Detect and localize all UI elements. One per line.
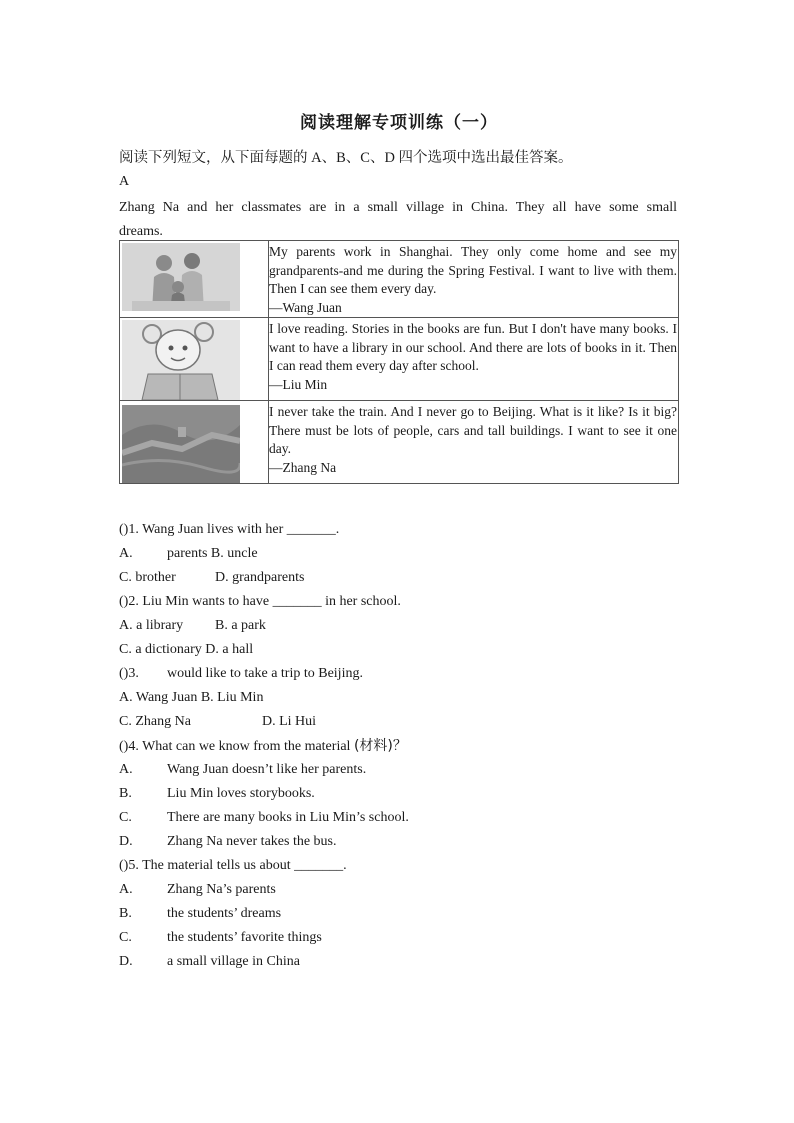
intro-paragraph: Zhang Na and her classmates are in a small village in China. They all have some small dreams.	[119, 200, 677, 239]
option-row	[119, 782, 679, 806]
option-text: Zhang Na never takes the bus.	[167, 834, 337, 849]
option-text: Zhang Na’s parents	[167, 882, 276, 897]
passage-author: —Zhang Na	[269, 459, 337, 475]
passage-text: I love reading. Stories in the books are fun. But I don't have many books. I want to have a library in our school. And there are lots of books in it. Then I can read them every day after school.	[269, 321, 677, 373]
option-letter: B.	[119, 906, 132, 921]
question-text: would like to take a trip to Beijing.	[167, 666, 363, 681]
option-letter: A.	[119, 546, 133, 561]
page-title: 阅读理解专项训练（一）	[300, 113, 498, 132]
options-line	[119, 566, 679, 590]
option-row	[119, 902, 679, 926]
passage-cell	[269, 318, 679, 401]
option-text: A. a library	[119, 618, 184, 633]
options-line	[119, 710, 679, 734]
family-photo	[122, 243, 240, 311]
option-text: Wang Juan doesn’t like her parents.	[167, 762, 367, 777]
option-row	[119, 830, 679, 854]
table-row	[120, 401, 679, 484]
passage-author: —Liu Min	[269, 376, 328, 392]
option-text: the students’ favorite things	[167, 930, 322, 945]
option-row	[119, 926, 679, 950]
question-number: ()3.	[119, 666, 139, 681]
table-row	[120, 318, 679, 401]
passage-text: I never take the train. And I never go to Beijing. What is it like? Is it big? There must be lots of people, cars and tall buildings. I want to see it one day.	[269, 404, 677, 456]
option-text: a small village in China	[167, 954, 300, 969]
passage-cell	[269, 241, 679, 318]
options-line: C. a dictionary D. a hall	[119, 642, 254, 657]
passage-author: —Wang Juan	[269, 299, 342, 315]
options-line	[119, 542, 679, 566]
passage-cell	[269, 401, 679, 484]
options-line: A. Wang Juan B. Liu Min	[119, 690, 264, 705]
question-stem	[119, 662, 679, 686]
option-text: the students’ dreams	[167, 906, 282, 921]
option-row	[119, 878, 679, 902]
option-letter: D.	[119, 954, 133, 969]
image-cell	[120, 401, 269, 484]
question-text: ()4. What can we know from the material	[119, 739, 351, 754]
section-label: A	[119, 174, 130, 189]
great-wall-photo	[122, 405, 240, 483]
option-row	[119, 806, 679, 830]
dreams-table	[119, 240, 679, 484]
image-cell	[120, 241, 269, 318]
option-text: parents B. uncle	[167, 546, 258, 561]
table-row	[120, 241, 679, 318]
option-letter: C.	[119, 810, 132, 825]
option-row	[119, 758, 679, 782]
instruction-text: 阅读下列短文，从下面每题的 A、B、C、D 四个选项中选出最佳答案。	[119, 150, 573, 166]
girl-reading-cartoon	[122, 320, 240, 400]
question-annotation: (材料)？	[353, 738, 407, 754]
option-text: There are many books in Liu Min’s school.	[167, 810, 409, 825]
passage-text: My parents work in Shanghai. They only come home and see my grandparents-and me during the Spring Festival. I want to live with them. Then I can see them every day.	[269, 244, 677, 296]
options-line	[119, 614, 679, 638]
option-text: D. grandparents	[215, 570, 305, 585]
option-letter: D.	[119, 834, 133, 849]
option-row	[119, 950, 679, 974]
option-text: B. a park	[215, 618, 266, 633]
image-cell	[120, 318, 269, 401]
question-stem: ()2. Liu Min wants to have _______ in her school.	[119, 594, 401, 609]
option-letter: A.	[119, 882, 133, 897]
option-text: D. Li Hui	[262, 714, 317, 729]
option-text: C. brother	[119, 570, 176, 585]
option-text: Liu Min loves storybooks.	[167, 786, 315, 801]
question-stem	[119, 734, 679, 758]
option-text: C. Zhang Na	[119, 714, 191, 729]
question-stem: ()5. The material tells us about _______.	[119, 858, 347, 873]
option-letter: B.	[119, 786, 132, 801]
questions-list	[119, 518, 679, 974]
question-stem: ()1. Wang Juan lives with her _______.	[119, 522, 340, 537]
option-letter: A.	[119, 762, 133, 777]
option-letter: C.	[119, 930, 132, 945]
